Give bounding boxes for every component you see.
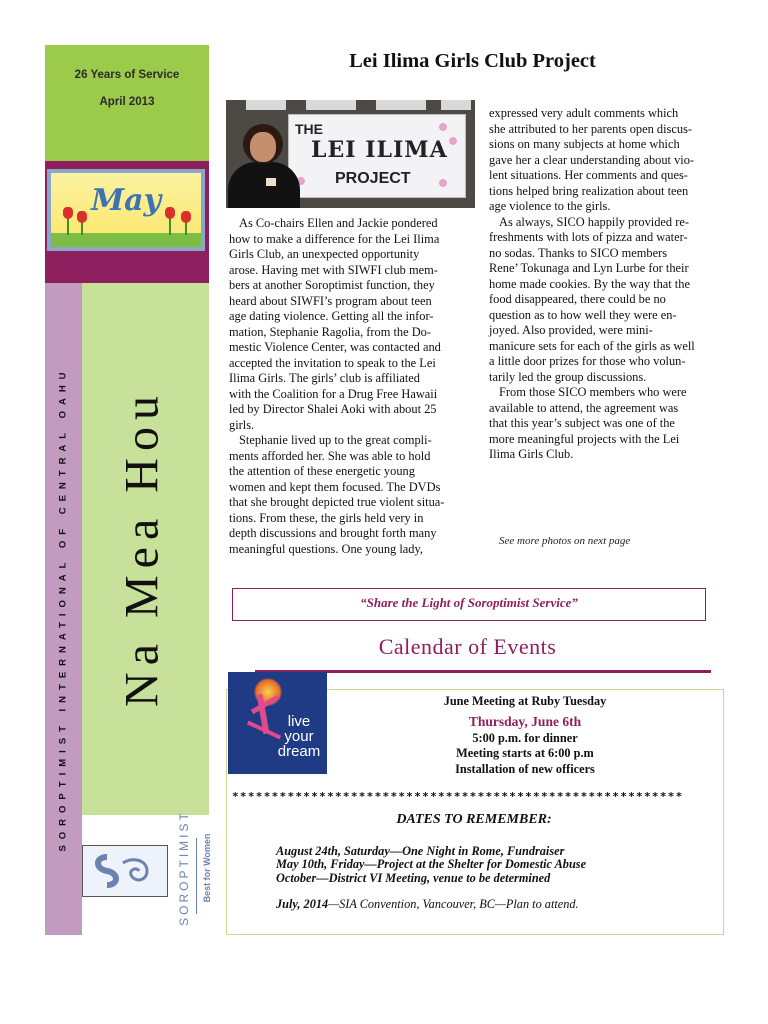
dream-word: live [287, 713, 311, 730]
article-line: gave her a clear understanding about vio- [489, 152, 695, 167]
years-of-service: 26 Years of Service [74, 69, 180, 81]
convention-details: —SIA Convention, Vancouver, BC—Plan to attend. [328, 897, 579, 911]
article-line: mestic Violence Center, was contacted and [229, 340, 441, 354]
logo-tagline: Best for Women [202, 833, 212, 903]
article-line: women and kept them focused. The DVDs [229, 479, 441, 494]
article-line: heard about SIWFI’s program about teen [229, 293, 432, 308]
article-line: Rene’ Tokunaga and Lyn Lurbe for their [489, 261, 689, 275]
article-line: freshments with lots of pizza and water- [489, 230, 688, 244]
photo-window [376, 100, 426, 110]
article-line: joyed. Also provided, were mini- [489, 323, 653, 337]
article-line: a little door prizes for those who volun- [489, 354, 686, 368]
project-banner [288, 114, 466, 198]
article-line: bers at another Soroptimist function, they [229, 278, 435, 292]
banner-line-3: PROJECT [335, 170, 411, 187]
article-line: how to make a difference for the Lei Ilima [229, 231, 440, 246]
article-line: depth discussions and brought forth many [229, 526, 437, 540]
grass-decoration [51, 233, 201, 247]
article-line: Ilima Girls Club. [489, 447, 574, 461]
article-line: accepted the invitation to speak to the Lei [229, 355, 436, 370]
article-column-2 [489, 106, 725, 463]
banner-line-2: LEI ILIMA [311, 137, 448, 163]
logo-divider [196, 838, 197, 914]
photo-window [306, 100, 356, 110]
dream-word: dream [277, 743, 321, 760]
date-item: October—District VI Meeting, venue to be determined [276, 871, 551, 885]
motto-text: “Share the Light of Soroptimist Service” [360, 595, 578, 610]
article-line: lent situations. Her comments and ques- [489, 168, 688, 182]
live-your-dream-logo [228, 672, 327, 774]
article-line: manicure sets for each of the girls as well [489, 338, 695, 353]
may-card-background [51, 173, 201, 247]
article-line: question as to how well they were en- [489, 307, 677, 322]
article-line: age dating violence. Getting all the infor- [229, 309, 434, 323]
may-card-word: May [90, 183, 162, 218]
lei-ilima-project-photo [226, 100, 475, 208]
article-line: expressed very adult comments which [489, 106, 679, 120]
article-line: no sodas. Thanks to SICO members [489, 245, 668, 260]
article-line: more meaningful projects with the Lei [489, 431, 680, 446]
flower-decoration [439, 123, 447, 131]
article-line: that this year’s subject was one of the [489, 416, 675, 430]
motto-box [232, 588, 706, 621]
date-item-convention [276, 897, 579, 912]
article-line: tions helped bring realization about teen [489, 183, 689, 198]
article-line: arose. Having met with SIWFI club mem- [229, 262, 438, 277]
dream-word: your [284, 728, 314, 745]
article-line: Stephanie lived up to the great compli- [239, 433, 432, 447]
article-line: As always, SICO happily provided re- [499, 214, 689, 229]
calendar-title: Calendar of Events [378, 634, 557, 659]
article-line: tarily led the group discussions. [489, 369, 647, 384]
star-separator: ********************************************************* [232, 790, 684, 803]
see-more-note: See more photos on next page [499, 535, 631, 547]
live-your-dream-text [272, 714, 326, 759]
photo-window [246, 100, 286, 110]
organization-name: SOROPTIMIST INTERNATIONAL OF CENTRAL OAHU [57, 366, 69, 852]
convention-date: July, 2014 [276, 897, 329, 911]
article-line: As Co-chairs Ellen and Jackie pondered [239, 216, 438, 230]
person-face [250, 132, 276, 162]
meeting-dinner: 5:00 p.m. for dinner [472, 731, 578, 745]
meeting-installation: Installation of new officers [455, 762, 595, 776]
dates-heading: DATES TO REMEMBER: [396, 812, 552, 827]
banner-line-1: THE [295, 121, 323, 137]
meeting-start: Meeting starts at 6:00 p.m [456, 746, 594, 760]
article-line: available to attend, the agreement was [489, 400, 679, 415]
article-line: home made cookies. By the way that the [489, 276, 690, 291]
flower-decoration [439, 179, 447, 187]
article-line: sions on many subjects at home which [489, 137, 680, 151]
article-line: ments afforded her. She was able to hold [229, 448, 431, 463]
article-line: led by Director Shalei Aoki with about 25 [229, 402, 437, 416]
meeting-date: Thursday, June 6th [468, 714, 582, 729]
article-line: that she brought depicted true violent situa- [229, 495, 445, 509]
article-line: From those SICO members who were [499, 385, 687, 399]
meeting-title: June Meeting at Ruby Tuesday [443, 694, 607, 708]
article-line: with the Coalition for a Drug Free Hawaii [229, 386, 438, 401]
article-line: food disappeared, there could be no [489, 292, 666, 306]
service-info-block [45, 45, 209, 161]
issue-date: April 2013 [99, 96, 155, 108]
article-line: Girls Club, an unexpected opportunity [229, 247, 420, 261]
photo-window [441, 100, 471, 110]
article-title: Lei Ilima Girls Club Project [349, 50, 596, 72]
article-line: girls. [229, 417, 255, 432]
soroptimist-s-icon [87, 849, 163, 893]
article-line: age violence to the girls. [489, 199, 611, 213]
article-line: mation, Stephanie Ragolia, from the Do- [229, 324, 431, 339]
soroptimist-wordmark: SOROPTIMIST [177, 810, 191, 926]
date-item: May 10th, Friday—Project at the Shelter for Domestic Abuse [276, 857, 587, 871]
article-line: meaningful questions. One young lady, [229, 541, 423, 556]
soroptimist-logo [82, 845, 168, 897]
flower-decoration [449, 137, 457, 145]
person-figure [228, 162, 300, 208]
article-line: Ilima Girls. The girls’ club is affiliated [229, 371, 420, 385]
article-column-1 [229, 216, 475, 557]
date-item: August 24th, Saturday—One Night in Rome, Fundraiser [276, 844, 565, 858]
article-line: she attributed to her parents open discus- [489, 121, 693, 136]
article-line: the attention of these energetic young [229, 464, 415, 478]
name-badge [266, 178, 276, 186]
article-line: tions. From these, the girls held very in [229, 510, 424, 525]
may-card-image [47, 169, 205, 251]
newsletter-title: Na Mea Hou [115, 389, 169, 707]
